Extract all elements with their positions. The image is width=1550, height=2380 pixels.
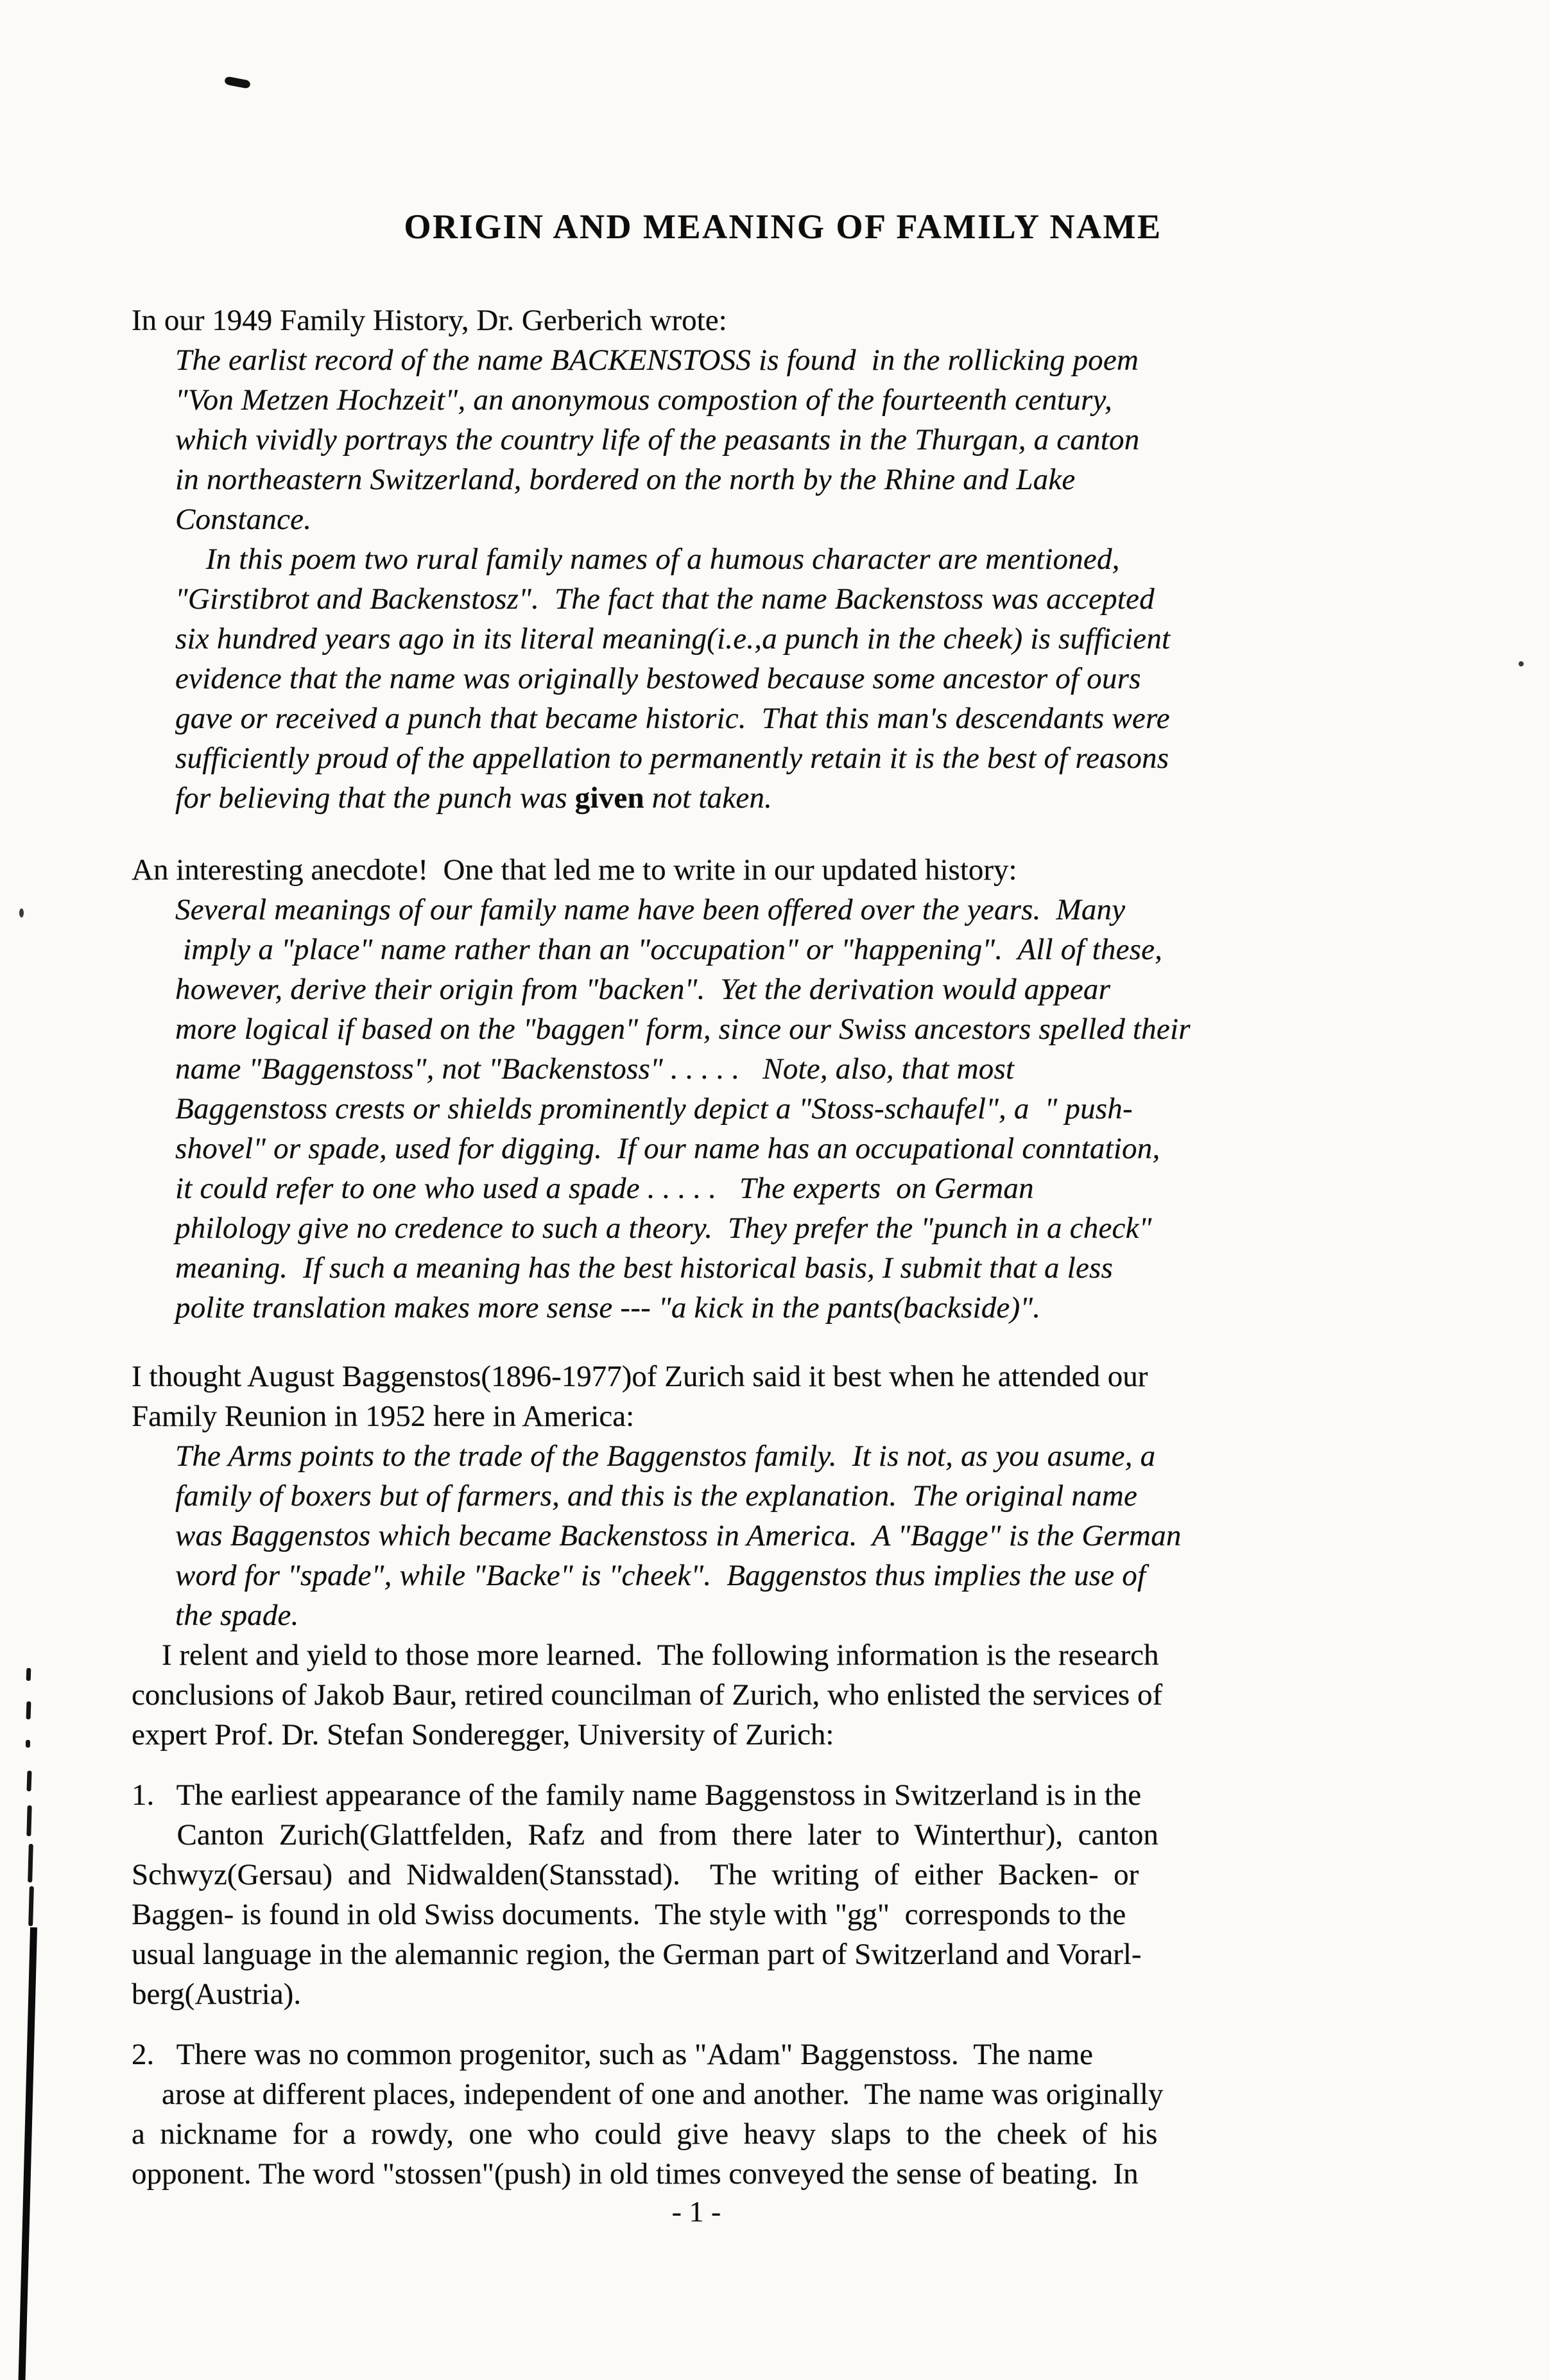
text-line: expert Prof. Dr. Stefan Sonderegger, University of Zurich:: [132, 1718, 834, 1751]
text-line: the spade.: [175, 1599, 299, 1632]
text-line: imply a "place" name rather than an "occupation" or "happening". All of these,: [175, 933, 1163, 966]
text-line: word for "spade", while "Backe" is "cheek". Baggenstos thus implies the use of: [175, 1559, 1146, 1592]
text-line: In this poem two rural family names of a humous character are mentioned,: [175, 543, 1120, 576]
scan-edge-dash: [26, 1805, 31, 1836]
baggenstos-intro: [132, 1357, 1434, 1436]
page-title: ORIGIN AND MEANING OF FAMILY NAME: [404, 207, 1162, 246]
text-line: name "Baggenstoss", not "Backenstoss" . . . . . Note, also, that most: [175, 1052, 1015, 1086]
text-line: meaning. If such a meaning has the best historical basis, I submit that a less: [175, 1251, 1113, 1285]
scan-edge-dash: [26, 1701, 31, 1719]
scan-speck: [1519, 661, 1524, 666]
text-line: arose at different places, independent of one and another. The name was originally: [132, 2078, 1164, 2111]
updated-history-quote: [175, 890, 1434, 1328]
text-line: "Girstibrot and Backenstosz". The fact that the name Backenstoss was accepted: [175, 582, 1155, 616]
text-line: however, derive their origin from "backen". Yet the derivation would appear: [175, 973, 1111, 1006]
scan-edge-line: [17, 1927, 37, 2380]
page-number: - 1 -: [671, 2195, 721, 2228]
text-column: [132, 300, 1434, 2194]
text-line: [175, 778, 1434, 818]
text-line: six hundred years ago in its literal meaning(i.e.,a punch in the cheek) is sufficient: [175, 622, 1171, 656]
text-line: Baggenstoss crests or shields prominently depict a "Stoss-schaufel", a " push-: [175, 1092, 1133, 1125]
text-line: polite translation makes more sense --- "a kick in the pants(backside)".: [175, 1291, 1041, 1325]
text-line: The earlist record of the name BACKENSTOSS is found in the rollicking poem: [175, 343, 1139, 377]
text-line: 1. The earliest appearance of the family name Baggenstoss in Switzerland is in the: [132, 1778, 1142, 1812]
text-line: Family Reunion in 1952 here in America:: [132, 1400, 635, 1433]
text-line: berg(Austria).: [132, 1977, 302, 2011]
scan-edge-dash: [26, 1668, 31, 1681]
text-line: a nickname for a rowdy, one who could give heavy slaps to the cheek of his: [132, 2117, 1158, 2151]
text-line: Canton Zurich(Glattfelden, Rafz and from there later to Winterthur), canton: [132, 1818, 1158, 1852]
text-line: In our 1949 Family History, Dr. Gerberich wrote:: [132, 304, 727, 337]
text-line: Several meanings of our family name have been offered over the years. Many: [175, 893, 1126, 926]
text-line: Constance.: [175, 503, 312, 536]
numbered-item-1: [132, 1775, 1434, 2014]
text-line: evidence that the name was originally bestowed because some ancestor of ours: [175, 662, 1141, 695]
scan-edge-dash: [28, 1844, 33, 1882]
scan-edge-dash: [28, 1886, 34, 1926]
arms-quote: [175, 1436, 1434, 1635]
scan-edge-dash: [26, 1771, 31, 1791]
text-segment: not taken.: [644, 781, 773, 815]
intro-line: [132, 300, 1434, 340]
text-line: it could refer to one who used a spade . . . . . The experts on German: [175, 1172, 1034, 1205]
text-line: gave or received a punch that became historic. That this man's descendants were: [175, 702, 1170, 735]
text-line: usual language in the alemannic region, the German part of Switzerland and Vorarl-: [132, 1938, 1142, 1971]
text-line: I relent and yield to those more learned. The following information is the research: [132, 1638, 1159, 1672]
text-line: "Von Metzen Hochzeit", an anonymous compostion of the fourteenth century,: [175, 383, 1112, 417]
text-segment: for believing that the punch was: [175, 781, 575, 815]
anecdote-line: [132, 850, 1434, 890]
page-content: [132, 204, 1434, 2194]
text-line: shovel" or spade, used for digging. If our name has an occupational conntation,: [175, 1132, 1160, 1165]
numbered-item-2: [132, 2035, 1434, 2194]
text-line: opponent. The word "stossen"(push) in old times conveyed the sense of beating. In: [132, 2157, 1139, 2191]
scan-edge-dash: [26, 1740, 30, 1748]
text-line: family of boxers but of farmers, and this is the explanation. The original name: [175, 1479, 1138, 1513]
text-line: which vividly portrays the country life of the peasants in the Thurgan, a canton: [175, 423, 1140, 456]
text-line: An interesting anecdote! One that led me to write in our updated history:: [132, 853, 1017, 887]
text-line: 2. There was no common progenitor, such as "Adam" Baggenstoss. The name: [132, 2038, 1093, 2071]
text-line: in northeastern Switzerland, bordered on the north by the Rhine and Lake: [175, 463, 1076, 496]
text-line: Schwyz(Gersau) and Nidwalden(Stansstad). The writing of either Backen- or: [132, 1858, 1139, 1891]
text-line: more logical if based on the "baggen" form, since our Swiss ancestors spelled their: [175, 1012, 1191, 1046]
text-segment: given: [574, 781, 644, 815]
text-line: philology give no credence to such a theory. They prefer the "punch in a check": [175, 1212, 1152, 1245]
text-line: Baggen- is found in old Swiss documents. The style with "gg" corresponds to the: [132, 1898, 1126, 1931]
text-line: conclusions of Jakob Baur, retired councilman of Zurich, who enlisted the services of: [132, 1678, 1163, 1712]
scan-speck: [19, 908, 24, 917]
gerberich-quote: [175, 340, 1434, 818]
scan-tilde-mark: [224, 76, 251, 89]
text-line: sufficiently proud of the appellation to permanently retain it is the best of reasons: [175, 742, 1169, 775]
text-line: was Baggenstos which became Backenstoss in America. A "Bagge" is the German: [175, 1519, 1182, 1552]
text-line: The Arms points to the trade of the Baggenstos family. It is not, as you asume, a: [175, 1439, 1156, 1473]
text-line: I thought August Baggenstos(1896-1977)of Zurich said it best when he attended our: [132, 1360, 1148, 1393]
relent-paragraph: [132, 1635, 1434, 1755]
